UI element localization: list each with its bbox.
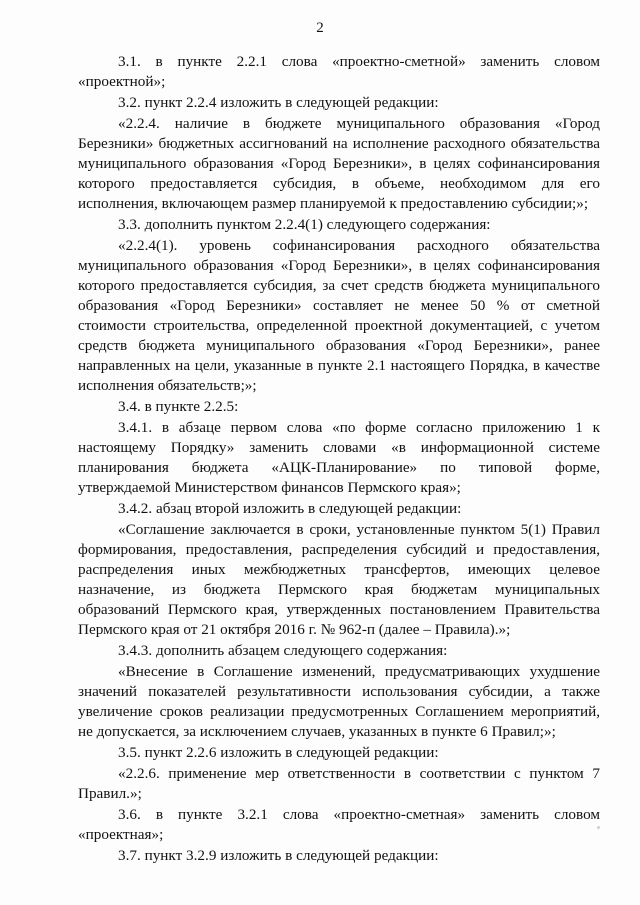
- paragraph-3-7: 3.7. пункт 3.2.9 изложить в следующей редакции:: [118, 847, 439, 864]
- paragraph-2-2-6: «2.2.6. применение мер ответственности в соответствии с пунктом 7 Правил.»;: [78, 765, 600, 802]
- paragraph-3-4-3: 3.4.3. дополнить абзацем следующего содержания:: [118, 642, 448, 659]
- paragraph-3-1: 3.1. в пункте 2.2.1 слова «проектно-сметной» заменить словом «проектной»;: [78, 53, 600, 90]
- page-number: 2: [316, 20, 324, 36]
- paragraph-2-2-4-1: «2.2.4(1). уровень софинансирования расходного обязательства муниципального образования «Город Березники», в целях софинансирования которого предоставляется субсидия, за счет средств бюджета муниципального образования «Город Березники» составляет не менее 50 % от сметной стоимости строительства, определенной проектной документацией, с учетом средств бюджета муниципального образования «Город Березники», ранее направленных на цели, указанные в пункте 2.1 настоящего Порядка, в качестве исполнения обязательств;»;: [78, 237, 600, 394]
- paragraph-3-4-2: 3.4.2. абзац второй изложить в следующей редакции:: [118, 500, 462, 517]
- paragraph-3-2: 3.2. пункт 2.2.4 изложить в следующей редакции:: [118, 94, 439, 111]
- paragraph-agreement-terms: «Соглашение заключается в сроки, установленные пунктом 5(1) Правил формирования, предоставления, распределения субсидий и предоставления, распределения иных межбюджетных трансфертов, имеющих целевое назначение, из бюджета Пермского края бюджетам муниципальных образований Пермского края, утвержденных постановлением Правительства Пермского края от 21 октября 2016 г. № 962-п (далее – Правила).»;: [78, 521, 600, 638]
- paragraph-3-5: 3.5. пункт 2.2.6 изложить в следующей редакции:: [118, 744, 439, 761]
- paragraph-3-3: 3.3. дополнить пунктом 2.2.4(1) следующего содержания:: [118, 216, 491, 233]
- paragraph-agreement-changes: «Внесение в Соглашение изменений, предусматривающих ухудшение значений показателей результативности использования субсидии, а также увеличение сроков реализации предусмотренных Соглашением мероприятий, не допускается, за исключением случаев, указанных в пункте 6 Правил;»;: [78, 663, 600, 740]
- scan-speck: [597, 826, 600, 829]
- paragraph-3-4-1: 3.4.1. в абзаце первом слова «по форме согласно приложению 1 к настоящему Порядку» заменить словами «в информационной системе планирования бюджета «АЦК-Планирование» по типовой форме, утверждаемой Министерством финансов Пермского края»;: [78, 419, 600, 496]
- paragraph-2-2-4: «2.2.4. наличие в бюджете муниципального образования «Город Березники» бюджетных ассигнований на исполнение расходного обязательства муниципального образования «Город Березники», в целях софинансирования которого предоставляется субсидия, в объеме, необходимом для его исполнения, включающем размер планируемой к предоставлению субсидии;»;: [78, 115, 600, 212]
- paragraph-3-4: 3.4. в пункте 2.2.5:: [118, 398, 239, 415]
- document-body: [78, 52, 600, 867]
- paragraph-3-6: 3.6. в пункте 3.2.1 слова «проектно-сметная» заменить словом «проектная»;: [78, 806, 600, 843]
